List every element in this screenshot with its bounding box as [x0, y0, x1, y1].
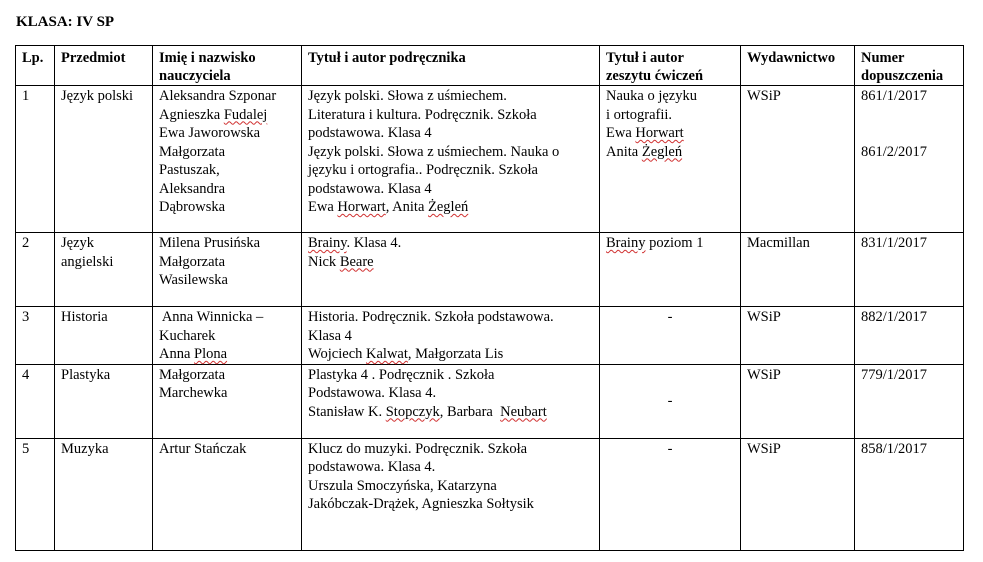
cell-publisher: WSiP	[741, 86, 855, 233]
cell-approval-number: 831/1/2017	[855, 233, 964, 307]
cell-workbook: -	[600, 438, 741, 550]
cell-lp: 1	[16, 86, 55, 233]
cell-approval-number: 858/1/2017	[855, 438, 964, 550]
cell-publisher: WSiP	[741, 364, 855, 438]
cell-teachers: Artur Stańczak	[153, 438, 302, 550]
cell-lp: 3	[16, 307, 55, 365]
cell-textbook: Język polski. Słowa z uśmiechem. Literatura i kultura. Podręcznik. Szkoła podstawowa. Klasa 4 Język polski. Słowa z uśmiechem. Nauka o języku i ortografia.. Podręcznik. Szkoła podstawowa. Klasa 4 Ewa Horwart, Anita Żegleń	[302, 86, 600, 233]
table-row	[16, 438, 964, 550]
cell-publisher: WSiP	[741, 307, 855, 365]
cell-teachers: Aleksandra Szponar Agnieszka Fudalej Ewa Jaworowska Małgorzata Pastuszak, Aleksandra Dąbrowska	[153, 86, 302, 233]
header-approval-number: Numer dopuszczenia	[855, 46, 964, 86]
cell-textbook: Brainy. Klasa 4. Nick Beare	[302, 233, 600, 307]
table-row	[16, 233, 964, 307]
cell-publisher: WSiP	[741, 438, 855, 550]
cell-workbook: Nauka o języku i ortografii. Ewa Horwart Anita Żegleń	[600, 86, 741, 233]
cell-teachers: Milena Prusińska Małgorzata Wasilewska	[153, 233, 302, 307]
cell-workbook: -	[600, 307, 741, 365]
cell-workbook: -	[600, 364, 741, 438]
cell-subject: Język polski	[55, 86, 153, 233]
header-publisher: Wydawnictwo	[741, 46, 855, 86]
header-subject: Przedmiot	[55, 46, 153, 86]
header-lp: Lp.	[16, 46, 55, 86]
cell-workbook: Brainy poziom 1	[600, 233, 741, 307]
header-textbook: Tytuł i autor podręcznika	[302, 46, 600, 86]
cell-teachers: Anna Winnicka – Kucharek Anna Plona	[153, 307, 302, 365]
cell-teachers: Małgorzata Marchewka	[153, 364, 302, 438]
cell-approval-number: 779/1/2017	[855, 364, 964, 438]
table-row	[16, 364, 964, 438]
cell-publisher: Macmillan	[741, 233, 855, 307]
table-row	[16, 307, 964, 365]
page-title: KLASA: IV SP	[16, 14, 115, 30]
cell-textbook: Historia. Podręcznik. Szkoła podstawowa. Klasa 4 Wojciech Kalwat, Małgorzata Lis	[302, 307, 600, 365]
cell-textbook: Plastyka 4 . Podręcznik . Szkoła Podstawowa. Klasa 4. Stanisław K. Stopczyk, Barbara Neubart	[302, 364, 600, 438]
cell-subject: Język angielski	[55, 233, 153, 307]
cell-subject: Historia	[55, 307, 153, 365]
cell-lp: 2	[16, 233, 55, 307]
cell-subject: Plastyka	[55, 364, 153, 438]
cell-lp: 5	[16, 438, 55, 550]
cell-approval-number: 861/1/2017 861/2/2017	[855, 86, 964, 233]
cell-textbook: Klucz do muzyki. Podręcznik. Szkoła podstawowa. Klasa 4. Urszula Smoczyńska, Katarzyna Jakóbczak-Drążek, Agnieszka Sołtysik	[302, 438, 600, 550]
cell-lp: 4	[16, 364, 55, 438]
header-workbook: Tytuł i autor zeszytu ćwiczeń	[600, 46, 741, 86]
cell-subject: Muzyka	[55, 438, 153, 550]
table-header-row	[16, 46, 964, 86]
textbook-table	[15, 45, 964, 551]
table-row	[16, 86, 964, 233]
cell-approval-number: 882/1/2017	[855, 307, 964, 365]
header-teacher: Imię i nazwisko nauczyciela	[153, 46, 302, 86]
